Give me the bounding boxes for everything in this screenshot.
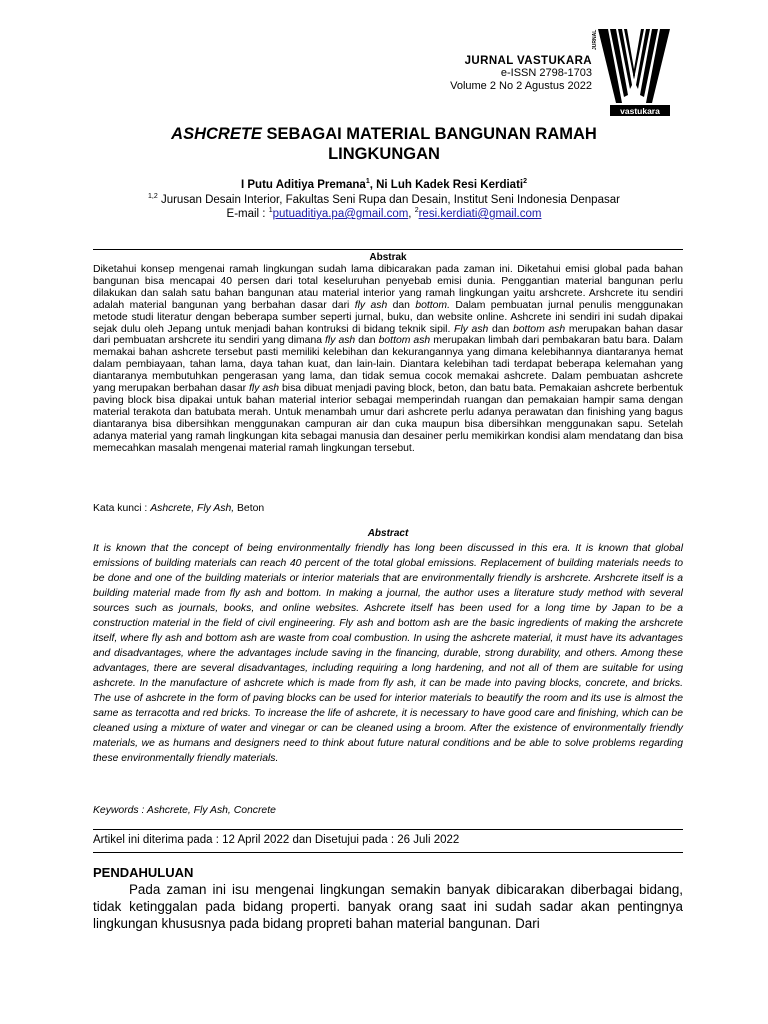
email-link-1[interactable]: putuaditiya.pa@gmail.com xyxy=(272,208,409,220)
affiliation-text: Jurusan Desain Interior, Fakultas Seni Rupa dan Desain, Institut Seni Indonesia Denpasar xyxy=(157,194,620,206)
intro-paragraph: Pada zaman ini isu mengenai lingkungan semakin banyak dibicarakan diberbagai bidang, tidak ketinggalan pada bidang properti. banyak orang saat ini sudah sadar akan pentingnya lingkungan khususnya pada bidang propreti bahan material bangunan. Dari xyxy=(93,882,683,931)
author-1: I Putu Aditiya Premana xyxy=(240,179,366,191)
journal-issn: e-ISSN 2798-1703 xyxy=(500,67,592,79)
section-heading: PENDAHULUAN xyxy=(93,865,194,880)
abstrak-heading: Abstrak xyxy=(369,252,407,263)
title-line1: SEBAGAI MATERIAL BANGUNAN RAMAH xyxy=(261,125,597,143)
author-2: Ni Luh Kadek Resi Kerdiati xyxy=(376,179,524,191)
divider-bottom xyxy=(93,852,683,853)
vastukara-logo xyxy=(592,25,672,120)
journal-volume: Volume 2 No 2 Agustus 2022 xyxy=(450,80,592,92)
authors: I Putu Aditiya Premana$^1$, Ni Luh Kadek Resi Kerdiati$^2$ xyxy=(240,178,527,191)
journal-name: JURNAL VASTUKARA xyxy=(464,55,592,67)
divider-top xyxy=(93,249,683,250)
title-italic: ASHCRETE xyxy=(171,125,262,143)
abstrak-body: Diketahui konsep mengenai ramah lingkungan sudah lama dibicarakan pada zaman ini. Diketahui emisi global pada bahan bangunan bisa mencapai 40 persen dari total keseluruhan penyebab emisi dunia. Penggantian material bangunan perlu dilakukan dan salah satu bahan bangunan atau material interior yang ramah lingkungan yaitu arshcrete. Arshcrete itu sendiri adalah material bangunan yang berbahan dasar dari fly ash dan bottom. Dalam pembuatan jurnal penulis menggunakan metode studi literatur dengan beberapa sumber seperti jurnal, buku, dan website online. Ashcrete ini sendiri ini sudah dipakai sejak dulu oleh Jepang untuk menjadi bahan kontruksi di bidang teknik sipil. Fly ash dan bottom ash merupakan bahan dasar dari pembuatan arshcrete itu sendiri yang dimana fly ash dan bottom ash merupakan limbah dari pembakaran batu bara. Dalam memakai bahan ashcrete tersebut pasti memiliki kelebihan dan kekurangannya yang dimana kelebihannya diantaranya hemat dalam pembiayaan, tahan lama, daya tahan kuat, dan lain-lain. Diantara kelebihan tadi terdapat beberapa kelemahan yang diantaranya membutuhkan pengerasan yang lama, dan tidak semua cocok memakai ashcrete. Dalam pembuatan ashcrete yang merupakan berbahan dasar fly ash bisa dibuat menjadi paving block, beton, dan batu bata. Pemakaian ashcrete berbentuk paving block bisa dipakai untuk bahan material interior sebagai memperindah ruangan dan pemakaian hampir sama dengan material terakota dan batubata merah. Untuk menambah umur dari ashcrete perlu adanya perawatan dan finishing yang bagus diantaranya bisa dibersihkan menggunakan campuran air dan cuka maupun bisa dibersihkan menggunakan sapu. Setelah adanya material yang ramah lingkungan kita sebagai manusia dan desainer perlu memikirkan kondisi alam mendatang dan bisa memecahkan masalah mengenai material ramah lingkungan tersebut. xyxy=(93,264,684,454)
paper-title xyxy=(80,124,688,164)
email-link-2[interactable]: resi.kerdiati@gmail.com xyxy=(418,208,542,220)
abstract-body: It is known that the concept of being environmentally friendly has long been discussed in this era. It is known that global emissions of building materials can reach 40 percent of the total global emissions. Replacement of building materials needs to be done and one of the building materials or interior materials that are environmentally friendly is arshcrete. Arshcrete itself is a building material made from fly ash and bottom. In making a journal, the author uses a literature study method with several sources such as journals, books, and online websites. Ashcrete itself has been used for a long time by Japan to be a construction material in the field of civil engineering. Fly ash and bottom ash are the basic ingredients of making the arshcrete itself, where fly ash and bottom ash are waste from coal combustion. In using the ashcrete material, it must have its advantages and disadvantages, where the advantages include saving in the financing, durable, strong durability, and others. Among these advantages, there are several disadvantages, including requiring a long hardening, and not all of them are suitable for using ashcrete. In the manufacture of ashcrete which is made from fly ash, it can be made into paving blocks, concrete, and bricks. The use of ashcrete in the form of paving blocks can be used for interior materials to beautify the room and its use is almost the same as terracotta and red bricks. To increase the life of ashcrete, it is necessary to have good care and finishing, which can be cleaned using a mixture of water and vinegar or can be cleaned using a broom. After the existence of environmentally friendly materials, we as humans and designers need to think about future natural conditions and be able to solve problems regarding these environmentally friendly materials. xyxy=(93,543,683,764)
divider-middle xyxy=(93,829,683,830)
keywords: Keywords : Ashcrete, Fly Ash, Concrete xyxy=(93,805,276,816)
title-line2: LINGKUNGAN xyxy=(328,145,440,163)
logo-small-text: JURNAL xyxy=(592,29,598,50)
accepted-date: Artikel ini diterima pada : 12 April 2022 dan Disetujui pada : 26 Juli 2022 xyxy=(93,834,460,846)
affiliation: $^{1,2}$ Jurusan Desain Interior, Fakultas Seni Rupa dan Desain, Institut Seni Indonesia Denpasar E-mail : $^1$putuaditiya.pa@gmail.com, $^2$resi.kerdiati@gmail.com xyxy=(148,193,620,220)
abstract-heading: Abstract xyxy=(367,528,409,539)
kata-kunci: Kata kunci : Ashcrete, Fly Ash, Beton xyxy=(93,503,265,514)
logo-wordmark: vastukara xyxy=(620,106,660,116)
journal-header xyxy=(450,55,592,93)
